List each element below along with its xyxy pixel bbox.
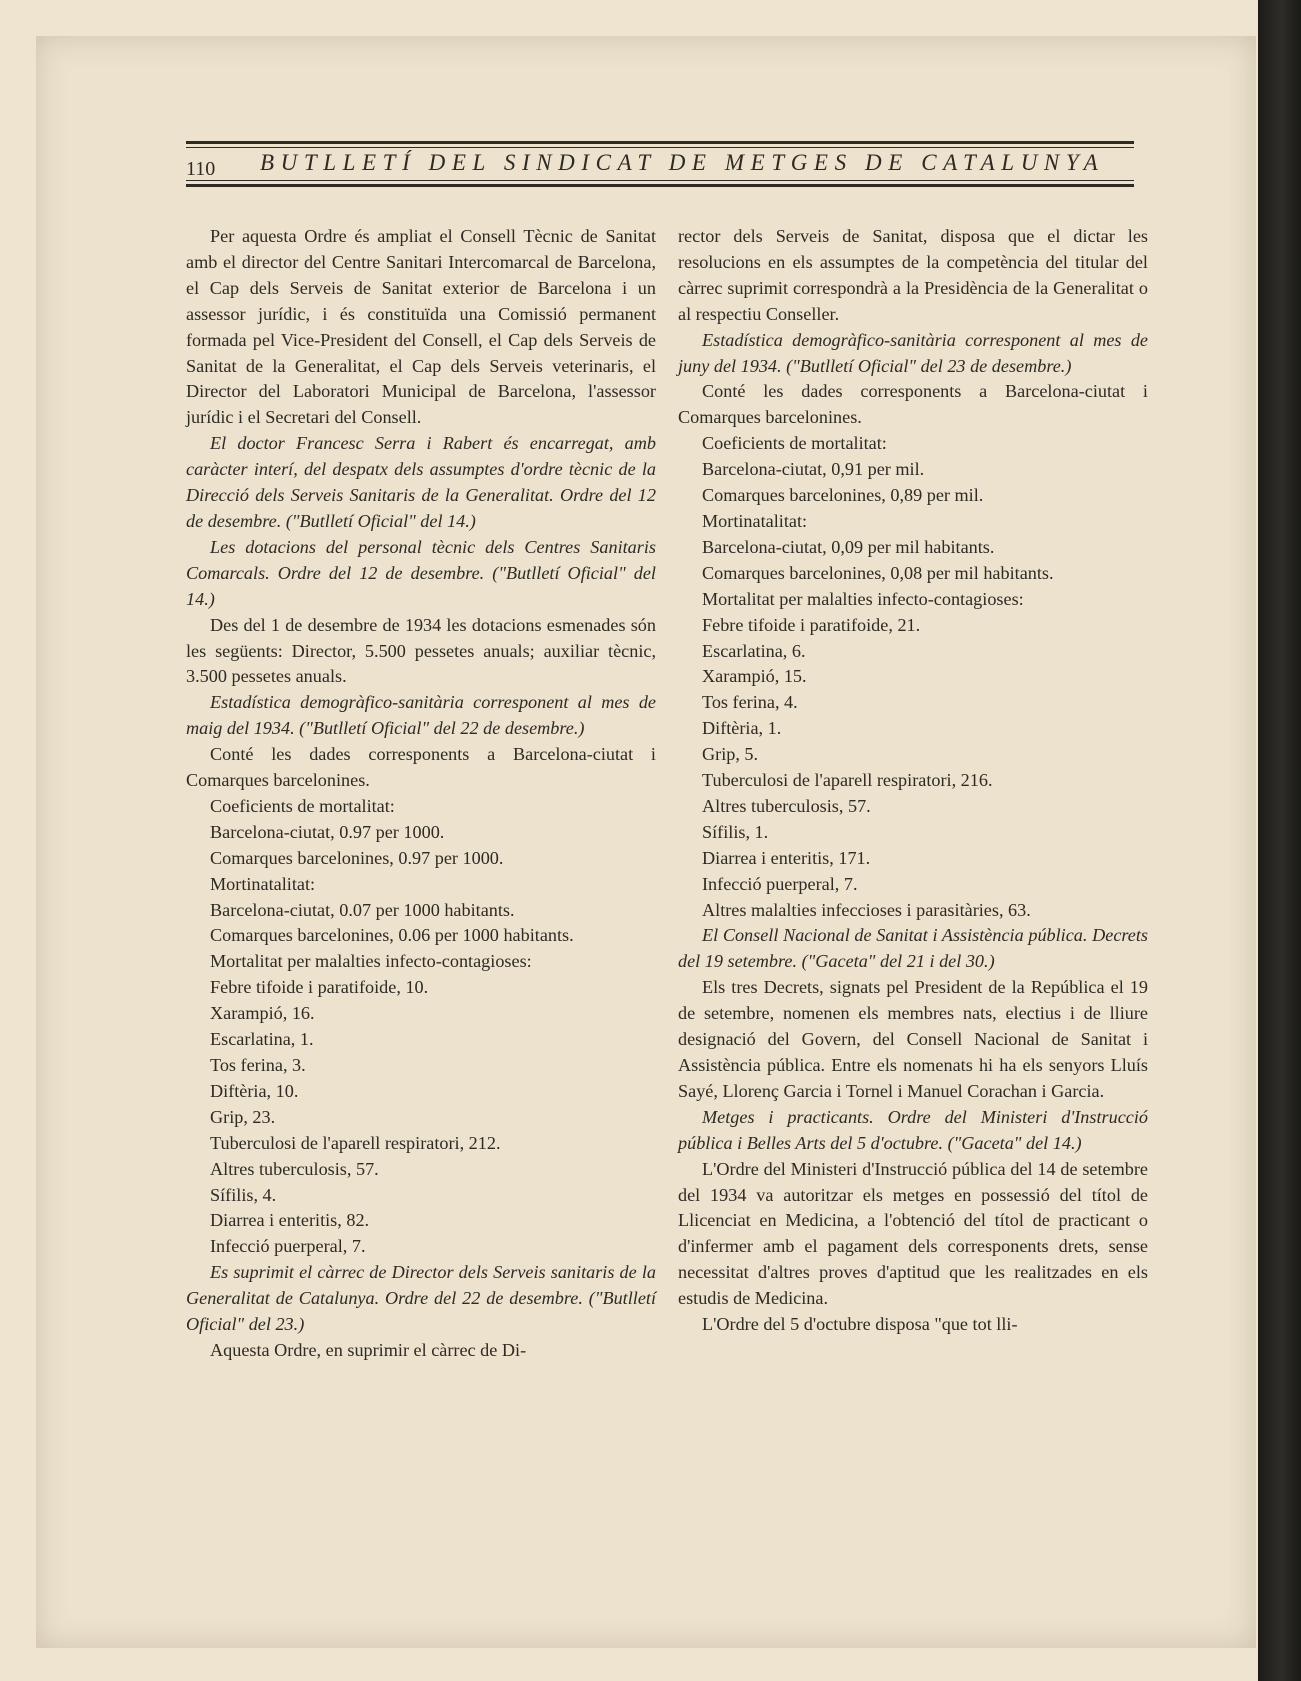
list-item: Diarrea i enteritis, 171. bbox=[702, 847, 871, 868]
list-item: Tuberculosi de l'aparell respiratori, 212. bbox=[210, 1132, 501, 1153]
list-item: Grip, 23. bbox=[210, 1106, 276, 1127]
paragraph: Per aquesta Ordre és ampliat el Consell Tècnic de Sanitat amb el director del Centre Sanitari Intercomarcal de Barcelona, el Cap dels Serveis de Sanitat exterior de Barcelona i un assessor jurídic, i és constituïda una Comissió permanent formada pel Vice-President del Consell, el Cap dels Serveis de Sanitat de la Generalitat, el Cap dels Serveis veterinaris, el Director del Laboratori Municipal de Barcelona, l'assessor jurídic i el Secretari del Consell. bbox=[186, 226, 656, 428]
list-item: Infecció puerperal, 7. bbox=[702, 873, 858, 894]
list-item: Tos ferina, 4. bbox=[702, 692, 798, 713]
list-item: Sífilis, 1. bbox=[702, 821, 769, 842]
list-item: Altres tuberculosis, 57. bbox=[210, 1158, 379, 1179]
page-number: 110 bbox=[186, 158, 216, 180]
list-item: Febre tifoide i paratifoide, 21. bbox=[702, 614, 921, 635]
list-item: Escarlatina, 6. bbox=[702, 640, 806, 661]
header-rule-bottom-thick bbox=[186, 184, 1134, 187]
page-header bbox=[186, 142, 1134, 182]
running-title: BUTLLETÍ DEL SINDICAT DE METGES DE CATALUNYA bbox=[260, 150, 1105, 175]
item-heading: El Consell Nacional de Sanitat i Assistència pública. Decrets del 19 setembre. ("Gaceta" del 21 i del 30.) bbox=[678, 925, 1148, 972]
paragraph: Conté les dades corresponents a Barcelona-ciutat i Comarques barcelonines. bbox=[678, 381, 1148, 428]
list-item: Tos ferina, 3. bbox=[210, 1055, 306, 1075]
list-item: Diftèria, 1. bbox=[702, 718, 782, 739]
list-item: Comarques barcelonines, 0.97 per 1000. bbox=[210, 847, 504, 868]
list-item: Xarampió, 16. bbox=[210, 1003, 315, 1024]
list-item: Xarampió, 15. bbox=[702, 666, 807, 687]
paragraph: L'Ordre del 5 d'octubre disposa "que tot lli- bbox=[702, 1314, 1018, 1335]
paragraph: Comarques barcelonines, 0.06 per 1000 habitants. bbox=[210, 925, 574, 946]
item-heading: Les dotacions del personal tècnic dels Centres Sanitaris Comarcals. Ordre del 12 de desembre. ("Butlletí Oficial" del 14.) bbox=[186, 536, 656, 609]
list-item: Tuberculosi de l'aparell respiratori, 216. bbox=[702, 770, 993, 791]
list-item: Mortinatalitat: bbox=[210, 873, 316, 894]
paragraph: Des del 1 de desembre de 1934 les dotacions esmenades són les següents: Director, 5.500 pessetes anuals; auxiliar tècnic, 3.500 pessetes anuals. bbox=[186, 614, 656, 687]
list-item: Grip, 5. bbox=[702, 744, 759, 765]
list-item: Coeficients de mortalitat: bbox=[702, 433, 887, 454]
list-item: Barcelona-ciutat, 0.07 per 1000 habitants. bbox=[210, 899, 515, 920]
item-heading: El doctor Francesc Serra i Rabert és encarregat, amb caràcter interí, del despatx dels assumptes d'ordre tècnic de la Direcció dels Serveis Sanitaris de la Generalitat. Ordre del 12 de desembre. ("Butlletí Oficial" del 14.) bbox=[186, 433, 656, 531]
paragraph: rector dels Serveis de Sanitat, disposa que el dictar les resolucions en els assumptes de la competència del titular del càrrec suprimit correspondrà a la Presidència de la Generalitat o al respectiu Conseller. bbox=[678, 226, 1148, 324]
item-heading: Estadística demogràfico-sanitària corresponent al mes de juny del 1934. ("Butlletí Oficial" del 23 de desembre.) bbox=[678, 329, 1148, 376]
list-item: Barcelona-ciutat, 0.97 per 1000. bbox=[210, 821, 445, 842]
list-item: Barcelona-ciutat, 0,91 per mil. bbox=[702, 459, 925, 480]
left-column bbox=[186, 224, 656, 1364]
item-heading: Estadística demogràfico-sanitària corresponent al mes de maig del 1934. ("Butlletí Oficial" del 22 de desembre.) bbox=[186, 692, 656, 739]
list-item: Mortalitat per malalties infecto-contagioses: bbox=[702, 588, 1024, 609]
list-item: Diftèria, 10. bbox=[210, 1080, 299, 1101]
list-item: Comarques barcelonines, 0,89 per mil. bbox=[702, 485, 984, 506]
list-item: Escarlatina, 1. bbox=[210, 1029, 314, 1050]
paragraph: Aquesta Ordre, en suprimir el càrrec de Di- bbox=[210, 1339, 527, 1360]
list-item: Sífilis, 4. bbox=[210, 1184, 277, 1205]
list-item: Infecció puerperal, 7. bbox=[210, 1236, 366, 1257]
paragraph: Conté les dades corresponents a Barcelona-ciutat i Comarques barcelonines. bbox=[186, 744, 656, 791]
list-item: Coeficients de mortalitat: bbox=[210, 795, 395, 816]
list-item: Mortalitat per malalties infecto-contagioses: bbox=[210, 951, 532, 972]
book-spine bbox=[1258, 0, 1301, 1681]
paragraph: Els tres Decrets, signats pel President de la República el 19 de setembre, nomenen els membres nats, electius i de lliure designació del Govern, del Consell Nacional de Sanitat i Assistència pública. Entre els nomenats hi ha els senyors Lluís Sayé, Llorenç Garcia i Tornel i Manuel Corachan i Garcia. bbox=[678, 977, 1148, 1101]
right-column bbox=[678, 224, 1148, 1338]
item-heading: Es suprimit el càrrec de Director dels Serveis sanitaris de la Generalitat de Catalunya. Ordre del 22 de desembre. ("Butlletí Oficial" del 23.) bbox=[186, 1262, 656, 1335]
list-item: Febre tifoide i paratifoide, 10. bbox=[210, 977, 429, 998]
list-item: Diarrea i enteritis, 82. bbox=[210, 1210, 370, 1231]
list-item: Altres malalties infeccioses i parasitàries, 63. bbox=[702, 899, 1031, 920]
list-item: Altres tuberculosis, 57. bbox=[702, 795, 871, 816]
list-item: Comarques barcelonines, 0,08 per mil habitants. bbox=[702, 562, 1054, 583]
list-item: Mortinatalitat: bbox=[702, 510, 808, 531]
list-item: Barcelona-ciutat, 0,09 per mil habitants. bbox=[702, 536, 995, 557]
item-heading: Metges i practicants. Ordre del Ministeri d'Instrucció pública i Belles Arts del 5 d'octubre. ("Gaceta" del 14.) bbox=[678, 1106, 1148, 1153]
paragraph: L'Ordre del Ministeri d'Instrucció pública del 14 de setembre del 1934 va autoritzar els metges en possessió del títol de Llicenciat en Medicina, a l'obtenció del títol de practicant o d'infermer amb el pagament dels corresponents drets, sense necessitat d'altres proves d'aptitud que les realitzades en els estudis de Medicina. bbox=[678, 1158, 1148, 1309]
